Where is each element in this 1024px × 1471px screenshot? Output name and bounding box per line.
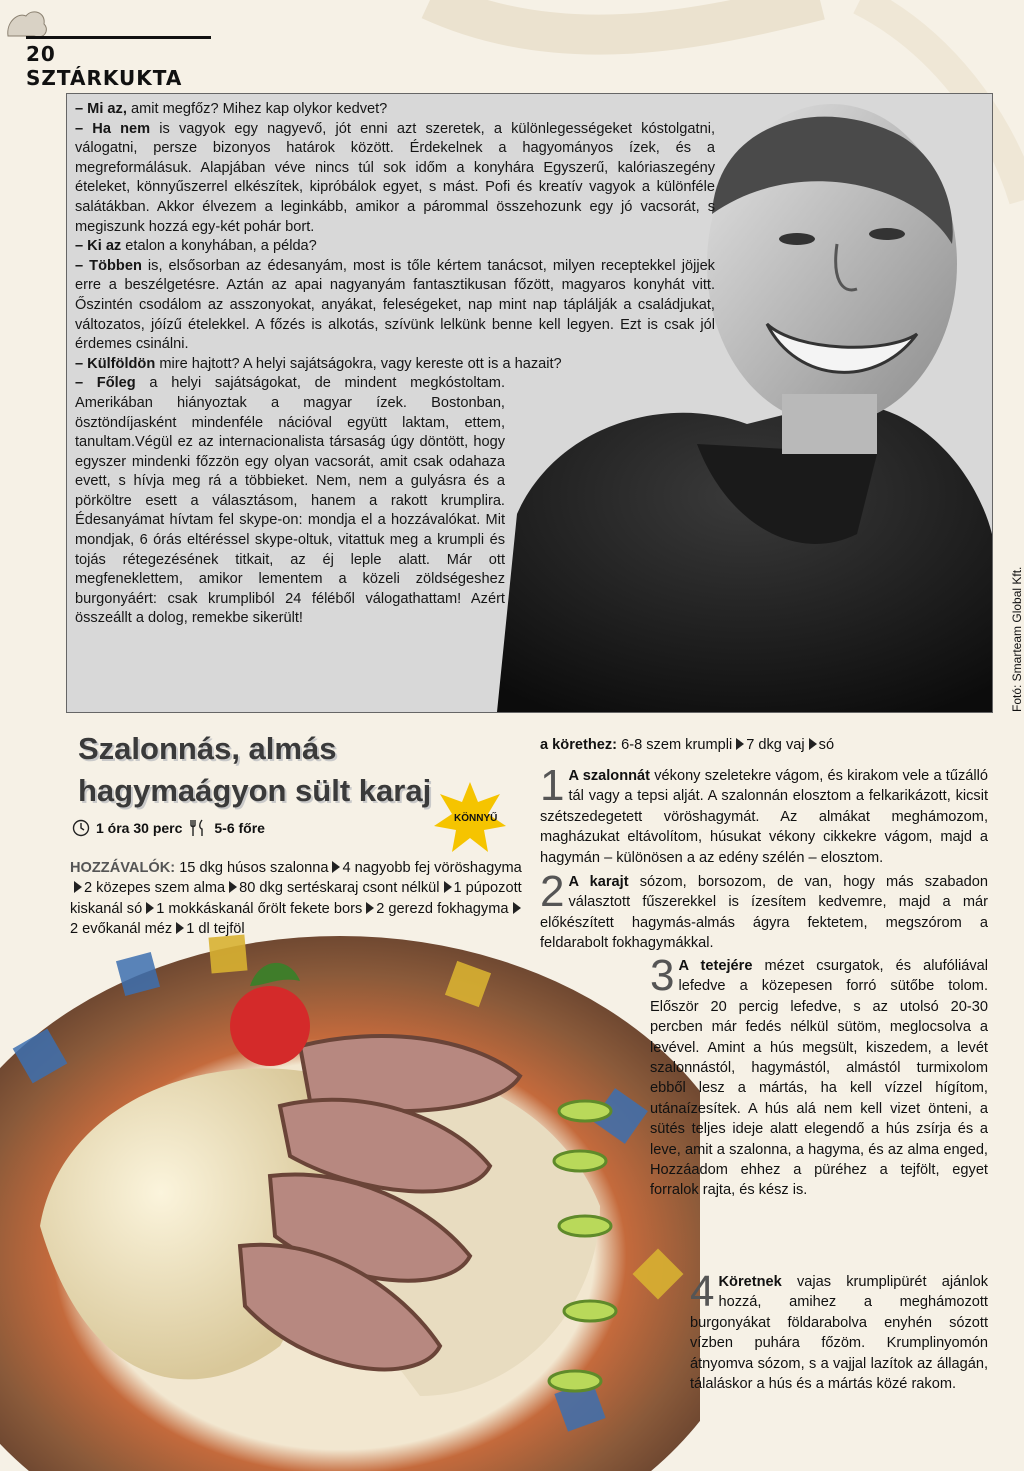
ingredient: 4 nagyobb fej vöröshagyma	[342, 860, 522, 876]
side-ingredient: 7 dkg vaj	[746, 737, 805, 753]
interview-text	[75, 100, 715, 629]
section-title: SZTÁRKUKTA	[26, 66, 183, 90]
bullet-arrow-icon	[444, 881, 452, 893]
header-rule	[26, 36, 211, 39]
photo-credit: Fotó: Smarteam Global Kft.	[1010, 566, 1024, 712]
page-header	[26, 42, 211, 90]
recipe-step: 1 A szalonnát vékony szeletekre vágom, és kirakom vele a tűzálló tál vagy a tepsi alját. A szalonnán elosztom a felkarikázott, kicsit szétszedegetett vöröshagymát. Az almákat meghámozom, magházukat eltávolítom, húsukat vékony cikkekre vágom, majd a hagymán – különösen a az edény szélén – elosztom.	[540, 761, 988, 866]
difficulty-badge: KÖNNYŰ	[432, 780, 508, 856]
interview-paragraph: – Ha nem is vagyok egy nagyevő, jót enni azt szeretek, a különlegességeket kóstolgatni, válogatni, persze bizonyos határok között. Érdekelnek a hagyományos ízek, és a megreformálásuk. Alapjában véve nincs túl sok időm a konyhára Egyszerű, kalóriaszegény ételeket, könnyűszerrel elkészítek, kipróbálok egyet, s mást. Pofi és kreatív vagyok a különféle salátákban. Akkor élvezem a leginkább, amikor a párommal összehozunk egy jó vacsorát, s megiszunk hozzá egy-két pohár bort.	[75, 120, 716, 235]
cutlery-icon	[188, 818, 208, 838]
side-ingredient: 6-8 szem krumpli	[621, 737, 733, 753]
ingredients-label: HOZZÁVALÓK:	[70, 860, 176, 876]
recipe-step: 3 A tetejére mézet csurgatok, és alufóliával lefedve a közepesen forró sütőbe tolom. Először 20 percig lefedve, s az utolsó 20-30 percben már fedés nélkül sütöm, meglocsolva a levével. Amint a hús megsült, kiszedem, a levét szalonnástól, hagymástól, almástól turmixolom ebből lesz a mártás, ha kell vízzel hígítom, utánaízesítek. A hús alá nem kell vizet önteni, a sütés teljes ideje alatt elegendő a hús zsírja és a leve, amit a szalonna, a hagyma, és az alma enged, Hozzáadom ehhez a püréhez a tejfölt, egyet forralok rajta, és kész is.	[650, 951, 988, 1199]
clock-icon	[72, 819, 90, 837]
step-number: 4	[690, 1267, 715, 1316]
recipe-step: 2 A karajt sózom, borsozom, de van, hogy más szabadon választott fűszerekkel is ízesítem kedvemre, majd a már előkészített hagymás-almás ágyra fektetem, megszórom a feldarabolt fokhagymákkal.	[540, 867, 988, 952]
recipe-step: 4 Köretnek vajas krumplipürét ajánlok hozzá, amihez a meghámozott burgonyákat földarabolva enyhén sózott vízben puhára főzöm. Krumplinyomón átnyomva sózom, s a vajjal lazítok az állagán, tálaláskor a hús és a mártás közé rakom.	[690, 1267, 988, 1393]
step-number: 1	[540, 761, 565, 810]
bullet-arrow-icon	[513, 902, 521, 914]
ingredient: 15 dkg húsos szalonna	[179, 860, 329, 876]
recipe-meta	[72, 818, 265, 838]
bullet-arrow-icon	[809, 738, 817, 750]
bullet-arrow-icon	[74, 881, 82, 893]
recipe-time: 1 óra 30 perc	[96, 820, 183, 836]
ingredient: 1 púpozott kiskanál só	[70, 880, 522, 917]
side-dish-line	[540, 735, 834, 755]
step-number: 2	[540, 867, 565, 916]
dish-photo	[0, 926, 700, 1471]
interview-paragraph: – Mi az, amit megfőz? Mihez kap olykor kedvet?	[75, 101, 388, 117]
bullet-arrow-icon	[736, 738, 744, 750]
bullet-arrow-icon	[332, 861, 340, 873]
recipe-servings: 5-6 főre	[214, 820, 265, 836]
bullet-arrow-icon	[229, 881, 237, 893]
bullet-arrow-icon	[176, 922, 184, 934]
page-number: 20	[26, 42, 56, 66]
interview-paragraph: – Főleg a helyi sajátságokat, de mindent megkóstoltam. Amerikában hiányoztak a magyar ízek. Bostonban, ösztöndíjasként mindenféle nációval együtt laktam, ettem, tanultam.Végül ez az internacionalista társaság úgy döntött, hogy egyszer mindenki főzzön egy olyan vacsorát, amit csak odahaza evett, s hívja meg rá a többieket. Nem, nem a gulyásra és a pörköltre esett a választásom, hanem a rakott krumplira. Édesanyámat hívtam fel skype-on: mondja el a hozzávalókat. Mit mondjak, 6 órás eltéréssel skype-oltuk, vitattuk meg a krumpli és tojás rétegezésének titkait, az éj leple alatt. Már ott megfeneklettem, amikor lementem a közeli zöldségeshez burgonyáért: csak krumpliból 24 féléből válogathattam! Azért összeállt a dolog, remekbe sikerült!	[75, 375, 505, 627]
interview-paragraph: – Többen is, elsősorban az édesanyám, most is tőle kértem tanácsot, milyen receptekkel jöjjek erre a beszélgetésre. Aztán az apai nagyanyám fantasztikusan főzött, magyaros konyhát vitt. Őszintén csodálom az asszonyokat, anyákat, feleségeket, nap mint nap táplálják a családjukat, változatos, jóízű ételekkel. A főzés is alkotás, szívünk lelkünk benne kell legyen. Ezt is csak jól érdemes csinálni.	[75, 257, 715, 353]
interview-paragraph: – Ki az etalon a konyhában, a példa?	[75, 238, 317, 255]
interview-box	[66, 93, 993, 713]
side-ingredient: só	[818, 737, 835, 753]
side-label: a körethez:	[540, 737, 618, 753]
ingredient: 1 dl tejföl	[186, 921, 245, 938]
ingredient: 2 evőkanál méz	[70, 921, 173, 938]
step-number: 3	[650, 951, 675, 1000]
ingredient: 80 dkg sertéskaraj csont nélkül	[239, 880, 440, 897]
bullet-arrow-icon	[366, 902, 374, 914]
ingredient: 2 közepes szem alma	[84, 880, 226, 897]
ingredient: 2 gerezd fokhagyma	[376, 900, 509, 917]
bullet-arrow-icon	[146, 902, 154, 914]
ingredients	[70, 858, 528, 940]
recipe-title: Szalonnás, almás hagymaágyon sült karaj	[78, 731, 432, 808]
interview-paragraph: – Külföldön mire hajtott? A helyi sajátságokra, vagy kereste ott is a hazait?	[75, 355, 562, 372]
ingredient: 1 mokkáskanál őrölt fekete bors	[156, 900, 363, 917]
